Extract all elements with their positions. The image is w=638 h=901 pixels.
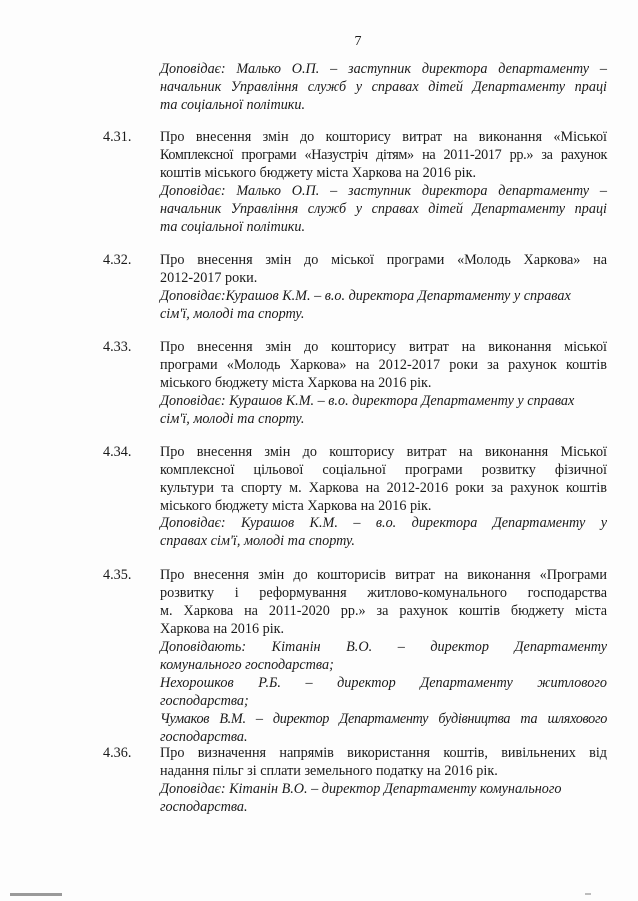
item-speaker-line: начальник Управління служб у справах дітей Департаменту праці — [160, 201, 607, 217]
item-number: 4.32. — [103, 252, 132, 268]
item-speaker — [160, 392, 607, 428]
item-title-line: Про внесення змін до кошторису витрат на виконання «Міської — [160, 129, 607, 145]
item-title — [160, 566, 607, 638]
item-title-line: Про внесення змін до кошторису витрат на виконання Міської — [160, 444, 607, 460]
item-speaker-line: господарства. — [160, 729, 248, 745]
intro-speaker-line: начальник Управління служб у справах дітей Департаменту праці — [160, 79, 607, 95]
item-speaker — [160, 638, 607, 746]
item-title — [160, 744, 607, 780]
item-title-line: комплексної цільової соціальної програми розвитку фізичної — [160, 462, 607, 478]
item-number: 4.31. — [103, 129, 132, 145]
item-number: 4.35. — [103, 567, 132, 583]
intro-speaker — [160, 60, 607, 114]
item-speaker-line: Доповідають: Кітанін В.О. – директор Департаменту — [160, 639, 607, 655]
item-title-line: Про визначення напрямів використання коштів, вивільнених від — [160, 745, 607, 761]
item-number: 4.33. — [103, 339, 132, 355]
item-title-line: Комплексної програми «Назустріч дітям» на 2011-2017 рр.» за рахунок — [160, 147, 607, 163]
item-title-line: Харкова на 2016 рік. — [160, 621, 285, 637]
item-title — [160, 338, 607, 392]
item-title-line: культури та спорту м. Харкова на 2012-2016 роки за рахунок коштів — [160, 480, 607, 496]
item-title-line: надання пільг зі сплати земельного податку на 2016 рік. — [160, 763, 498, 779]
item-speaker — [160, 182, 607, 236]
item-speaker-line: Доповідає: Курашов К.М. – в.о. директора Департаменту у справах — [160, 393, 575, 409]
item-title-line: міського бюджету міста Харкова на 2016 рік. — [160, 498, 432, 514]
item-title-line: Про внесення змін до міської програми «Молодь Харкова» на — [160, 252, 607, 268]
item-speaker — [160, 287, 607, 323]
item-speaker — [160, 780, 607, 816]
item-title-line: Про внесення змін до кошторисів витрат на виконання «Програми — [160, 567, 607, 583]
item-title-line: 2012-2017 роки. — [160, 270, 258, 286]
item-speaker-line: Доповідає: Курашов К.М. – в.о. директора Департаменту у — [160, 515, 607, 531]
item-speaker-line: Доповідає:Курашов К.М. – в.о. директора Департаменту у справах — [160, 288, 571, 304]
item-title — [160, 443, 607, 515]
item-title — [160, 128, 607, 182]
item-speaker-line: господарства; — [160, 693, 249, 709]
item-title — [160, 251, 607, 287]
item-speaker-line: сім'ї, молоді та спорту. — [160, 411, 305, 427]
item-number: 4.36. — [103, 745, 132, 761]
item-speaker-line: господарства. — [160, 799, 248, 815]
item-speaker-line: та соціальної політики. — [160, 219, 306, 235]
item-speaker-line: Чумаков В.М. – директор Департаменту будівництва та шляхового — [160, 711, 607, 727]
intro-speaker-line: Доповідає: Малько О.П. – заступник директора департаменту – — [160, 61, 607, 77]
item-number: 4.34. — [103, 444, 132, 460]
item-speaker-line: комунального господарства; — [160, 657, 334, 673]
page-number: 7 — [354, 34, 362, 49]
scan-artifact — [585, 893, 591, 895]
item-title-line: програми «Молодь Харкова» на 2012-2017 роки за рахунок коштів — [160, 357, 607, 373]
item-speaker-line: сім'ї, молоді та спорту. — [160, 306, 305, 322]
item-speaker-line: Доповідає: Малько О.П. – заступник директора департаменту – — [160, 183, 607, 199]
item-title-line: розвитку і реформування житлово-комунального господарства — [160, 585, 607, 601]
item-speaker — [160, 514, 607, 550]
item-title-line: коштів міського бюджету міста Харкова на 2016 рік. — [160, 165, 477, 181]
item-title-line: м. Харкова на 2011-2020 рр.» за рахунок коштів бюджету міста — [160, 603, 607, 619]
scan-artifact — [10, 893, 62, 896]
item-title-line: Про внесення змін до кошторису витрат на виконання міської — [160, 339, 607, 355]
item-title-line: міського бюджету міста Харкова на 2016 рік. — [160, 375, 432, 391]
item-speaker-line: Нехорошков Р.Б. – директор Департаменту житлового — [160, 675, 607, 691]
item-speaker-line: справах сім'ї, молоді та спорту. — [160, 533, 355, 549]
intro-speaker-line: та соціальної політики. — [160, 97, 306, 113]
item-speaker-line: Доповідає: Кітанін В.О. – директор Департаменту комунального — [160, 781, 562, 797]
